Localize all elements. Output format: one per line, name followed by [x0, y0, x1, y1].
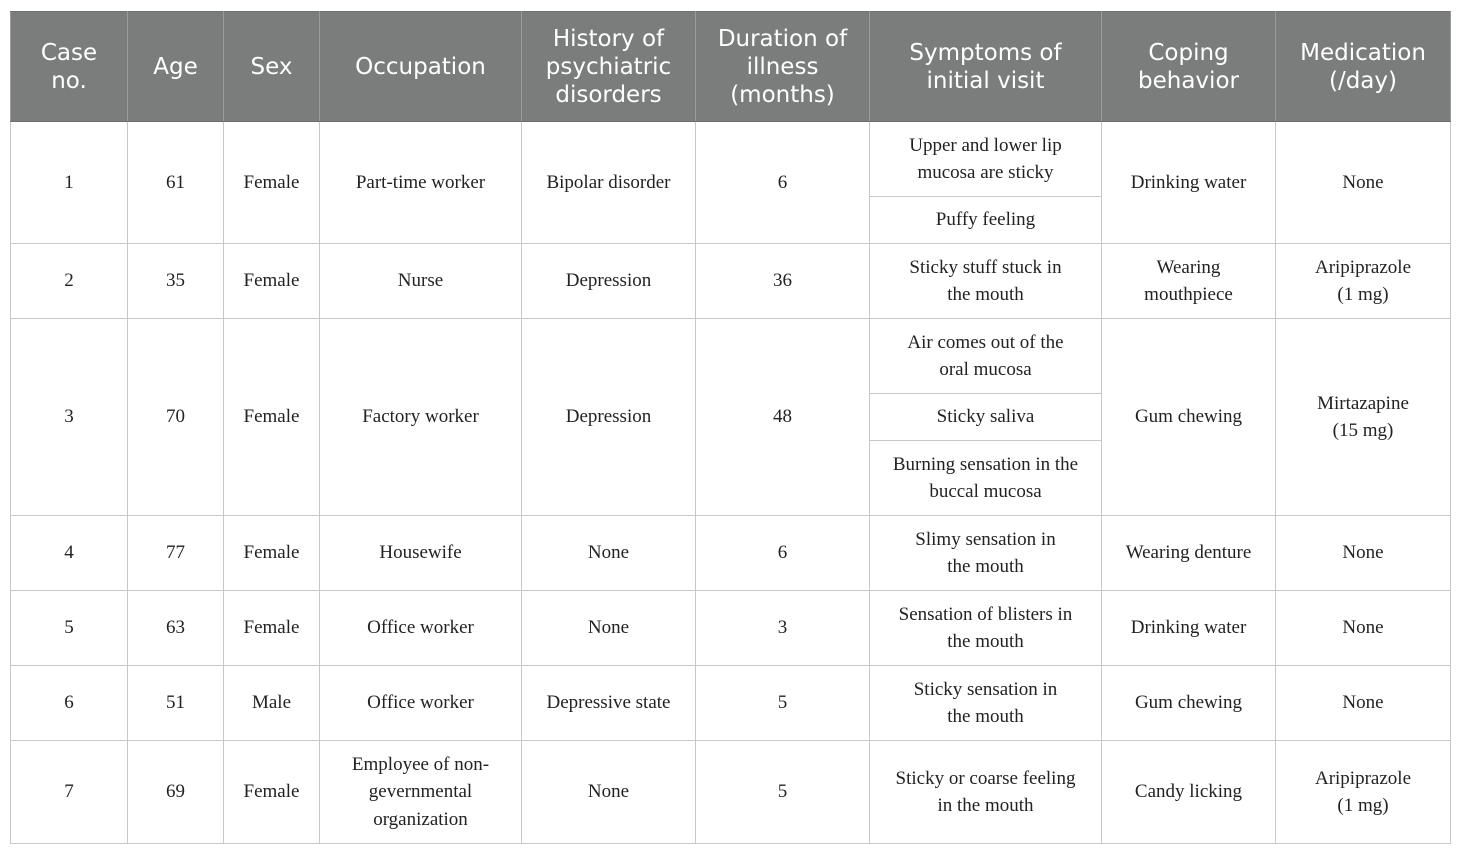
cell-duration: 5 [696, 666, 870, 741]
cell-symptom: Sensation of blisters in the mouth [870, 591, 1102, 666]
cell-history: None [522, 591, 696, 666]
cell-occupation: Office worker [320, 591, 522, 666]
cell-coping: Gum chewing [1102, 666, 1276, 741]
cell-occupation: Housewife [320, 516, 522, 591]
cell-case: 3 [11, 319, 128, 516]
header-psychiatric-history: History of psychiatric disorders [522, 12, 696, 122]
cell-age: 51 [128, 666, 224, 741]
header-symptoms: Symptoms of initial visit [870, 12, 1102, 122]
cell-coping: Wearing denture [1102, 516, 1276, 591]
cell-symptom: Sticky sensation in the mouth [870, 666, 1102, 741]
cell-sex: Female [224, 244, 320, 319]
cell-history: Depressive state [522, 666, 696, 741]
cell-history: Depression [522, 319, 696, 516]
cell-coping: Gum chewing [1102, 319, 1276, 516]
table-row [11, 122, 1451, 197]
cell-duration: 6 [696, 122, 870, 244]
header-sex: Sex [224, 12, 320, 122]
cell-occupation: Part-time worker [320, 122, 522, 244]
cell-symptom: Air comes out of the oral mucosa [870, 319, 1102, 394]
cell-sex: Female [224, 122, 320, 244]
cell-symptom: Puffy feeling [870, 197, 1102, 244]
cell-age: 70 [128, 319, 224, 516]
cell-history: None [522, 741, 696, 844]
case-table [10, 11, 1451, 844]
header-duration: Duration of illness (months) [696, 12, 870, 122]
cell-sex: Female [224, 319, 320, 516]
cell-history: None [522, 516, 696, 591]
cell-symptom: Burning sensation in the buccal mucosa [870, 441, 1102, 516]
cell-occupation: Employee of non- gevernmental organization [320, 741, 522, 844]
table-row [11, 319, 1451, 394]
cell-age: 69 [128, 741, 224, 844]
cell-age: 77 [128, 516, 224, 591]
cell-history: Bipolar disorder [522, 122, 696, 244]
cell-medication: Aripiprazole (1 mg) [1276, 741, 1451, 844]
cell-age: 63 [128, 591, 224, 666]
header-row [11, 12, 1451, 122]
cell-sex: Female [224, 516, 320, 591]
cell-duration: 3 [696, 591, 870, 666]
cell-case: 7 [11, 741, 128, 844]
table-row [11, 516, 1451, 591]
cell-history: Depression [522, 244, 696, 319]
cell-sex: Female [224, 741, 320, 844]
cell-symptom: Slimy sensation in the mouth [870, 516, 1102, 591]
cell-case: 6 [11, 666, 128, 741]
cell-case: 2 [11, 244, 128, 319]
header-medication: Medication (/day) [1276, 12, 1451, 122]
cell-sex: Male [224, 666, 320, 741]
cell-duration: 5 [696, 741, 870, 844]
cell-coping: Wearing mouthpiece [1102, 244, 1276, 319]
cell-case: 4 [11, 516, 128, 591]
cell-case: 1 [11, 122, 128, 244]
cell-symptom: Sticky stuff stuck in the mouth [870, 244, 1102, 319]
cell-symptom: Upper and lower lip mucosa are sticky [870, 122, 1102, 197]
cell-symptom: Sticky saliva [870, 394, 1102, 441]
cell-duration: 36 [696, 244, 870, 319]
cell-medication: None [1276, 666, 1451, 741]
cell-sex: Female [224, 591, 320, 666]
table-row [11, 666, 1451, 741]
cell-case: 5 [11, 591, 128, 666]
cell-coping: Drinking water [1102, 122, 1276, 244]
cell-coping: Candy licking [1102, 741, 1276, 844]
table-row [11, 591, 1451, 666]
cell-symptom: Sticky or coarse feeling in the mouth [870, 741, 1102, 844]
header-case-no: Case no. [11, 12, 128, 122]
cell-medication: None [1276, 122, 1451, 244]
cell-duration: 48 [696, 319, 870, 516]
cell-medication: None [1276, 591, 1451, 666]
table-row [11, 244, 1451, 319]
cell-occupation: Nurse [320, 244, 522, 319]
cell-medication: Mirtazapine (15 mg) [1276, 319, 1451, 516]
cell-medication: Aripiprazole (1 mg) [1276, 244, 1451, 319]
table-row [11, 741, 1451, 844]
cell-occupation: Office worker [320, 666, 522, 741]
header-coping: Coping behavior [1102, 12, 1276, 122]
header-age: Age [128, 12, 224, 122]
cell-age: 35 [128, 244, 224, 319]
header-occupation: Occupation [320, 12, 522, 122]
cell-duration: 6 [696, 516, 870, 591]
cell-medication: None [1276, 516, 1451, 591]
cell-coping: Drinking water [1102, 591, 1276, 666]
cell-age: 61 [128, 122, 224, 244]
cell-occupation: Factory worker [320, 319, 522, 516]
